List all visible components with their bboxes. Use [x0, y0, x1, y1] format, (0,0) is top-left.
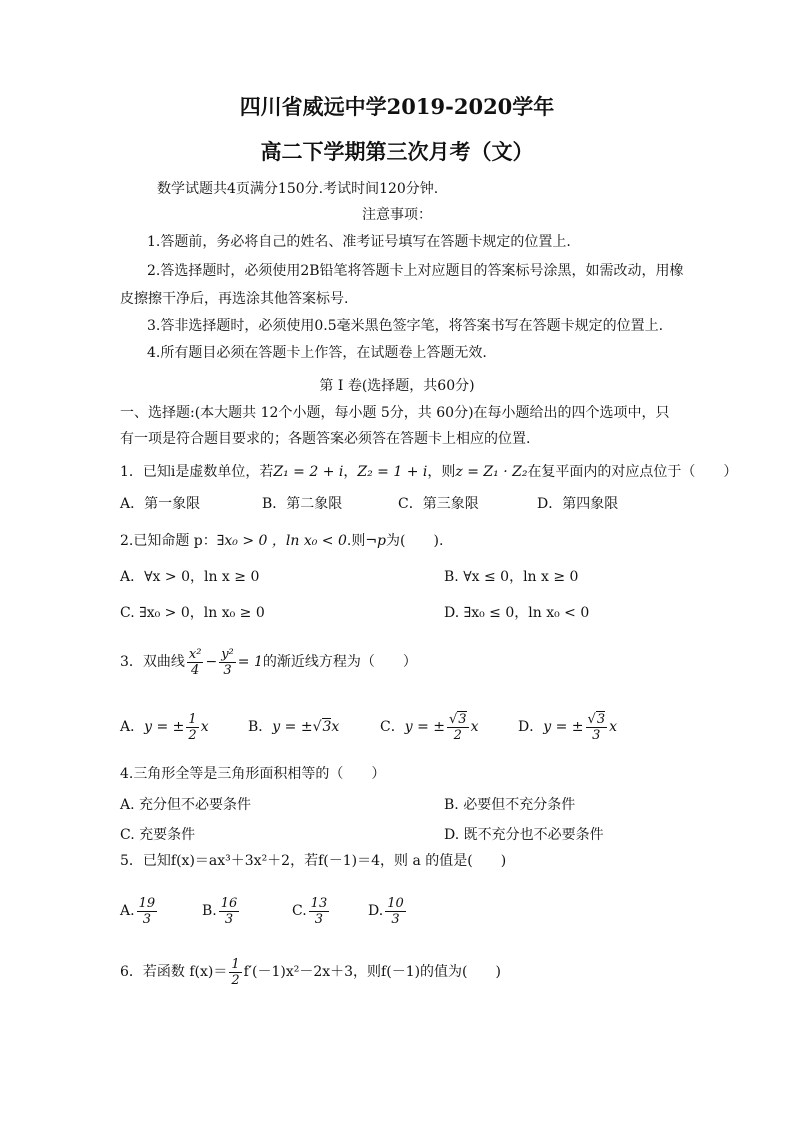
q3-c-pre: y = ± — [404, 719, 445, 735]
q3-d-label: D． — [518, 719, 544, 735]
notice-item-3: 3.答非选择题时，必须使用0.5毫米黑色签字笔，将答案书写在答题卡规定的位置上. — [147, 318, 664, 334]
q1-stem-c: 在复平面内的对应点位于（ ） — [527, 464, 738, 480]
q6-stem-a: 6．若函数 f(x)＝ — [120, 964, 228, 980]
question-1-stem — [120, 463, 737, 481]
q3-b-label: B． — [248, 719, 273, 735]
q2-expr: ∃x₀ > 0 ，ln x₀ < 0 — [216, 533, 347, 549]
sqrt-sign-icon: √ — [312, 719, 322, 735]
q3-a-label: A． — [120, 719, 145, 735]
notice-item-2a: 2.答选择题时，必须使用2B铅笔将答题卡上对应题目的答案标号涂黑，如需改动，用橡 — [147, 263, 684, 279]
q3-d-fraction — [586, 712, 608, 743]
q5-c-fraction — [309, 896, 330, 927]
question-2-stem — [120, 532, 443, 550]
q4-option-a: A. 充分但不必要条件 — [120, 797, 252, 813]
question-6-stem — [120, 955, 501, 989]
q2-option-b: B. ∀x ≤ 0，ln x ≥ 0 — [444, 569, 579, 585]
q6-denominator: 2 — [231, 972, 240, 988]
q5-option-d — [368, 894, 408, 928]
q3-option-a — [120, 710, 209, 744]
q5-c-denominator: 3 — [314, 911, 324, 927]
q3-c-post: x — [470, 719, 479, 735]
sqrt-sign-icon: √ — [449, 711, 458, 727]
q5-a-denominator: 3 — [142, 911, 151, 927]
section-instruction-b: 有一项是符合题目要求的；各题答案必须答在答题卡上相应的位置. — [120, 431, 531, 447]
q3-a-numerator: 1 — [188, 711, 197, 727]
q1-option-d: D．第四象限 — [537, 496, 619, 512]
q4-option-b: B. 必要但不充分条件 — [444, 797, 576, 813]
q5-d-denominator: 3 — [391, 911, 400, 927]
q2-neg: ¬p — [365, 533, 387, 549]
exam-title-line1: 四川省威远中学2019-2020学年 — [239, 94, 555, 119]
q3-b-pre: y = ± — [272, 719, 313, 735]
q2-stem-b: .则 — [346, 533, 366, 549]
q3-c-numerator — [447, 712, 469, 728]
q4-option-d: D. 既不充分也不必要条件 — [444, 827, 604, 843]
q3-d-pre: y = ± — [543, 719, 584, 735]
q2-stem-c: 为( ). — [386, 533, 444, 549]
q2-stem-a: 2.已知命题 p： — [120, 533, 217, 549]
notice-item-1: 1.答题前，务必将自己的姓名、准考证号填写在答题卡规定的位置上. — [147, 234, 571, 250]
q3-f2-denominator: 3 — [223, 662, 232, 678]
q3-c-radicand: 3 — [458, 711, 467, 727]
q6-stem-b: f′(－1)x²－2x＋3，则f(－1)的值为( ) — [243, 964, 501, 980]
q3-a-post: x — [200, 719, 209, 735]
q5-b-numerator: 16 — [220, 895, 238, 911]
q5-d-label: D. — [368, 903, 384, 919]
exam-intro: 数学试题共4页满分150分.考试时间120分钟. — [157, 181, 439, 197]
q3-fraction-y — [219, 647, 236, 678]
question-5-stem: 5．已知f(x)＝ax³＋3x²＋2，若f(－1)＝4，则 a 的值是( ) — [120, 853, 507, 869]
q1-stem-b: ，则 — [427, 464, 456, 480]
q3-d-numerator — [586, 712, 608, 728]
q3-minus: − — [205, 654, 218, 670]
q3-c-fraction — [447, 712, 469, 743]
q2-option-a: A．∀x > 0，ln x ≥ 0 — [120, 569, 260, 585]
q5-b-label: B. — [202, 903, 217, 919]
section-instruction-a: 一、选择题:(本大题共 12个小题，每小题 5分，共 60分)在每小题给出的四个选项中，只 — [120, 405, 670, 421]
q1-z2: Z₂ = 1 + i — [357, 464, 428, 480]
q1-stem-a: 1．已知i是虚数单位，若 — [120, 464, 274, 480]
q5-b-denominator: 3 — [224, 911, 234, 927]
q1-option-b: B．第二象限 — [262, 496, 343, 512]
q3-f2-numerator: y² — [221, 646, 234, 662]
q3-d-denominator: 3 — [592, 727, 601, 743]
q6-numerator: 1 — [231, 956, 240, 972]
q3-f1-numerator: x² — [188, 646, 202, 662]
q3-option-c — [380, 710, 478, 744]
question-3-stem — [120, 645, 417, 679]
q1-sep: ， — [343, 464, 358, 480]
q1-option-c: C．第三象限 — [398, 496, 479, 512]
q3-b-post: x — [331, 719, 340, 735]
exam-title-line2: 高二下学期第三次月考（文） — [260, 139, 534, 164]
question-4-stem: 4.三角形全等是三角形面积相等的（ ） — [120, 766, 386, 782]
q3-c-denominator: 2 — [453, 727, 462, 743]
q3-option-b — [248, 710, 339, 744]
q3-eq: = 1 — [237, 654, 263, 670]
q2-option-d: D. ∃x₀ ≤ 0，ln x₀ < 0 — [444, 605, 590, 621]
q3-d-post: x — [609, 719, 617, 735]
q5-c-label: C. — [292, 903, 307, 919]
q4-option-c: C. 充要条件 — [120, 827, 196, 843]
q3-a-fraction — [186, 712, 198, 743]
q3-fraction-x — [187, 647, 204, 678]
q5-d-fraction — [385, 896, 406, 927]
q5-option-b — [202, 894, 241, 928]
q3-f1-denominator: 4 — [191, 662, 200, 678]
q3-b-radicand: 3 — [322, 719, 332, 735]
q5-a-numerator: 19 — [138, 895, 156, 911]
q3-stem-a: 3．双曲线 — [120, 654, 185, 670]
section-heading: 第 I 卷(选择题，共60分) — [319, 378, 475, 394]
q5-d-numerator: 10 — [387, 895, 404, 911]
notice-item-4: 4.所有题目必须在答题卡上作答，在试题卷上答题无效. — [147, 345, 487, 361]
q6-fraction — [229, 957, 241, 988]
q2-option-c: C. ∃x₀ > 0，ln x₀ ≥ 0 — [120, 605, 265, 621]
q5-a-label: A. — [120, 903, 135, 919]
sqrt-sign-icon: √ — [587, 711, 596, 727]
q3-d-radicand: 3 — [596, 711, 606, 727]
q5-c-numerator: 13 — [310, 895, 328, 911]
q1-z: z = Z₁ · Z₂ — [455, 464, 528, 480]
q1-z1: Z₁ = 2 + i — [273, 464, 344, 480]
q5-a-fraction — [137, 896, 158, 927]
q3-stem-b: 的渐近线方程为（ ） — [262, 654, 417, 670]
q1-option-a: A．第一象限 — [120, 496, 201, 512]
notice-item-2b: 皮擦擦干净后，再选涂其他答案标号. — [120, 291, 349, 307]
q3-a-denominator: 2 — [188, 727, 197, 743]
q5-b-fraction — [219, 896, 240, 927]
notice-heading: 注意事项： — [362, 207, 432, 223]
q3-c-label: C． — [380, 719, 405, 735]
q3-a-pre: y = ± — [144, 719, 185, 735]
q5-option-c — [292, 894, 331, 928]
q5-option-a — [120, 894, 159, 928]
q3-option-d — [518, 710, 617, 744]
